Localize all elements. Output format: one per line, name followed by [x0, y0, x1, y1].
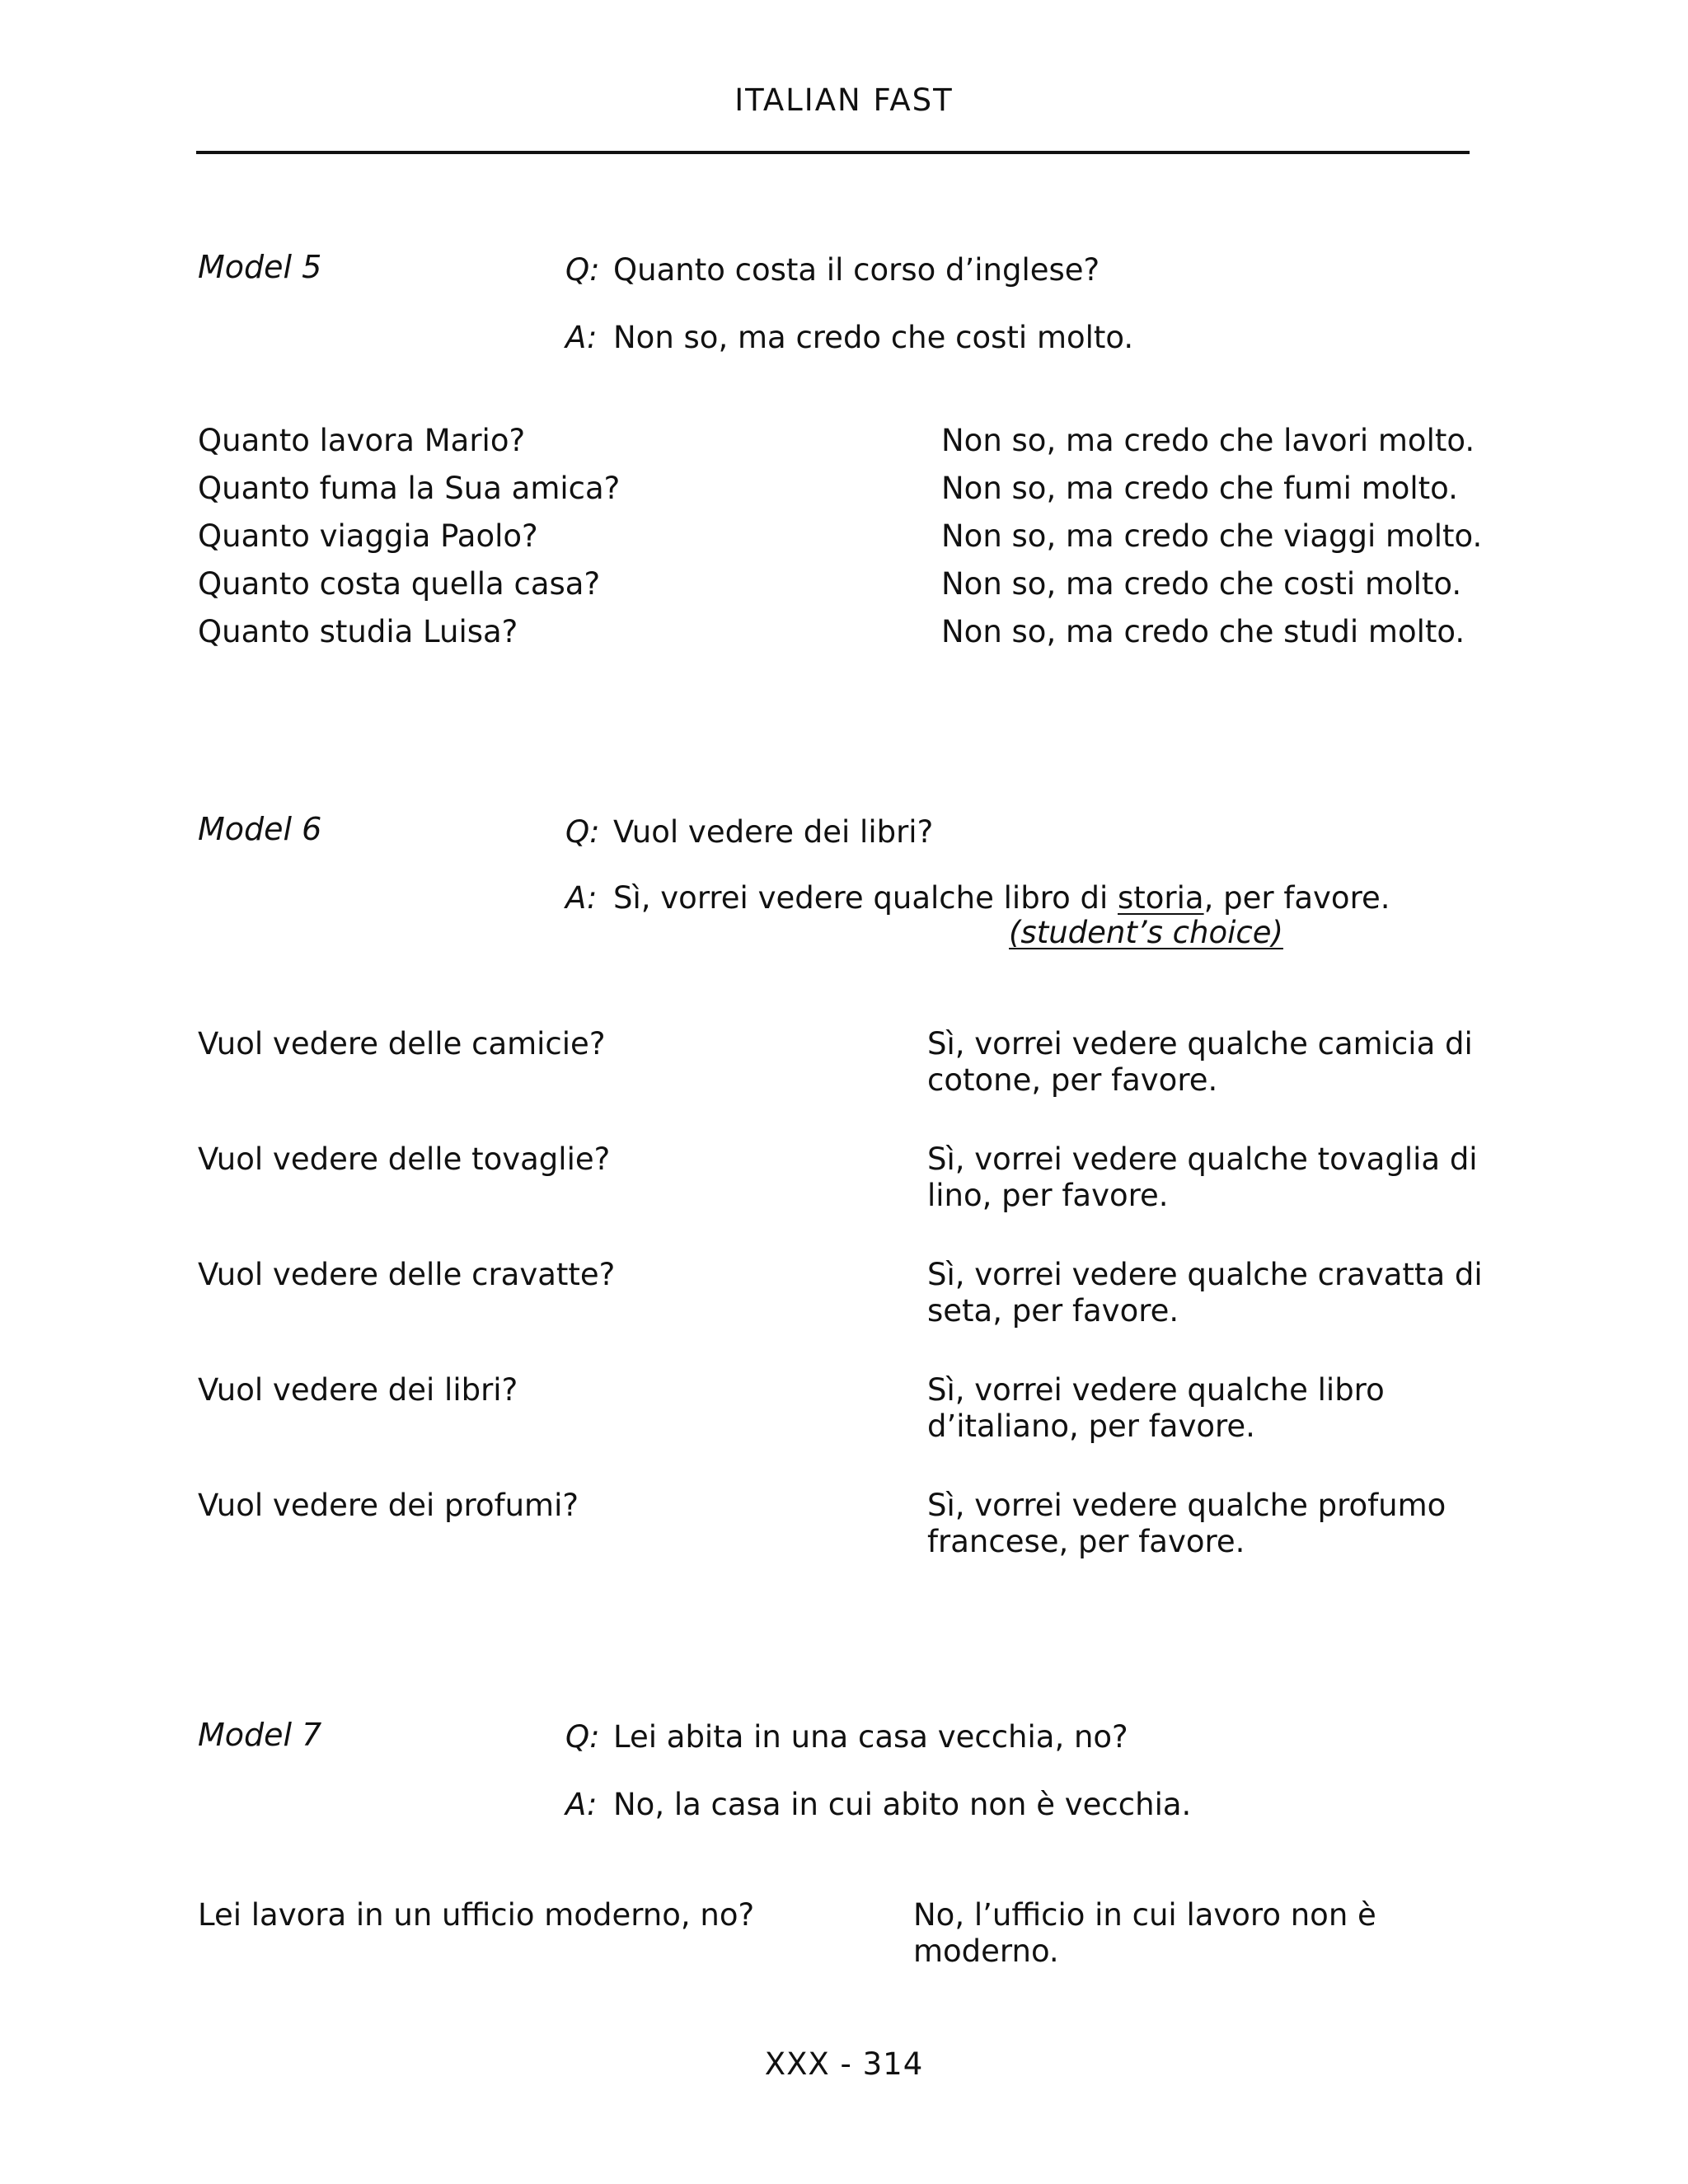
q-text: Vuol vedere dei libri?: [613, 814, 934, 850]
header-rule: [196, 151, 1470, 154]
drill-question: Quanto studia Luisa?: [198, 614, 518, 649]
q-label: Q:: [565, 814, 600, 850]
model-6-drill-question: Vuol vedere delle cravatte?: [198, 1257, 616, 1292]
model-6-drill-answer: Sì, vorrei vedere qualche cravatta di seta, per favore.: [927, 1257, 1483, 1329]
model-6-drill-answer: Sì, vorrei vedere qualche camicia di cotone, per favore.: [927, 1026, 1473, 1098]
a-text: Non so, ma credo che costi molto.: [613, 320, 1134, 355]
drill-question: Quanto costa quella casa?: [198, 566, 601, 602]
model-6-drill-question: Vuol vedere delle camicie?: [198, 1026, 606, 1062]
model-6-drill-answer: Sì, vorrei vedere qualche libro d’italiano, per favore.: [927, 1372, 1385, 1444]
drill-answer: Non so, ma credo che lavori molto.: [941, 423, 1475, 458]
q-label: Q:: [565, 1719, 600, 1755]
model-5-drill-questions: [198, 417, 620, 656]
a-label: A:: [565, 320, 598, 355]
q-label: Q:: [565, 252, 600, 288]
drill-question: Quanto viaggia Paolo?: [198, 518, 538, 554]
model-5-drill-answers: [941, 417, 1482, 656]
q-text: Quanto costa il corso d’inglese?: [613, 252, 1100, 288]
a-label: A:: [565, 880, 598, 916]
model-6-answer: [565, 880, 1390, 916]
model-6-drill-answer: Sì, vorrei vedere qualche profumo francese, per favore.: [927, 1488, 1447, 1559]
student-choice-note: (student’s choice): [1009, 915, 1283, 950]
a-text-underlined: storia: [1118, 880, 1204, 916]
model-6-drill-question: Vuol vedere dei profumi?: [198, 1488, 579, 1523]
model-7-question: [565, 1719, 1128, 1755]
drill-answer: Non so, ma credo che fumi molto.: [941, 471, 1458, 506]
model-7-answer: [565, 1787, 1191, 1822]
q-text: Lei abita in una casa vecchia, no?: [613, 1719, 1128, 1755]
a-label: A:: [565, 1787, 598, 1822]
drill-question: Quanto lavora Mario?: [198, 423, 526, 458]
drill-answer: Non so, ma credo che viaggi molto.: [941, 518, 1483, 554]
page-header: ITALIAN FAST: [734, 82, 954, 118]
model-6-question: [565, 814, 933, 850]
drill-answer: Non so, ma credo che studi molto.: [941, 614, 1465, 649]
page-number: XXX - 314: [764, 2046, 924, 2082]
a-text-after: , per favore.: [1203, 880, 1390, 916]
model-5-answer: [565, 320, 1133, 355]
model-6-label: Model 6: [198, 811, 322, 847]
model-7-label: Model 7: [198, 1717, 322, 1753]
drill-question: Quanto fuma la Sua amica?: [198, 471, 621, 506]
a-text-before: Sì, vorrei vedere qualche libro di: [613, 880, 1118, 916]
model-7-drill-question: Lei lavora in un ufficio moderno, no?: [198, 1897, 755, 1933]
model-5-label: Model 5: [198, 249, 322, 285]
model-5-question: [565, 252, 1100, 288]
model-6-drill-answer: Sì, vorrei vedere qualche tovaglia di lino, per favore.: [927, 1141, 1478, 1213]
drill-answer: Non so, ma credo che costi molto.: [941, 566, 1462, 602]
model-6-drill-question: Vuol vedere dei libri?: [198, 1372, 518, 1408]
model-6-drill-question: Vuol vedere delle tovaglie?: [198, 1141, 611, 1177]
a-text: No, la casa in cui abito non è vecchia.: [613, 1787, 1192, 1822]
model-7-drill-answer: No, l’ufficio in cui lavoro non è moderno.: [913, 1897, 1376, 1969]
